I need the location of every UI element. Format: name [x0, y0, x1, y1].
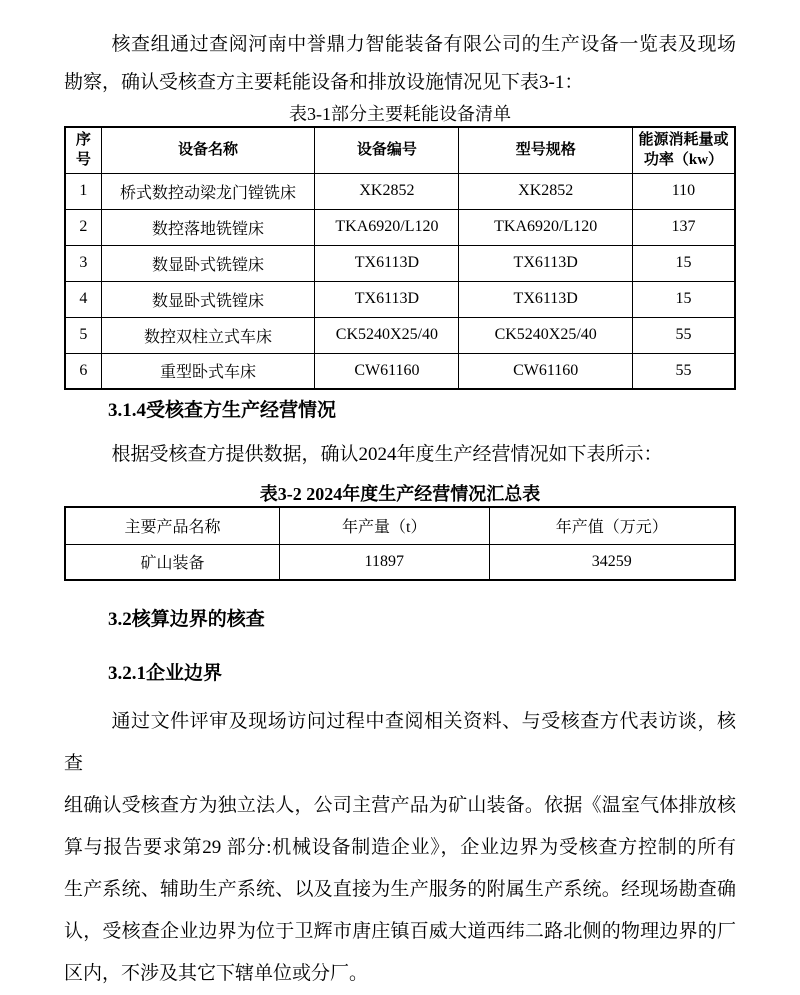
production-table — [64, 506, 736, 581]
table-row — [65, 173, 735, 209]
cell-power: 15 — [632, 281, 735, 317]
cell-name: 数显卧式铣镗床 — [101, 245, 315, 281]
col-header-product: 主要产品名称 — [65, 507, 279, 544]
table1-caption: 表3-1部分主要耗能设备清单 — [289, 104, 511, 124]
cell-model: CW61160 — [459, 353, 633, 389]
cell-index: 4 — [65, 281, 101, 317]
col-header-name: 设备名称 — [101, 127, 315, 173]
cell-power: 110 — [632, 173, 735, 209]
cell-index: 3 — [65, 245, 101, 281]
paragraph-3-2-1-line: 认，受核查企业边界为位于卫辉市唐庄镇百威大道西纬二路北侧的物理边界的厂 — [64, 921, 736, 942]
table-row — [65, 317, 735, 353]
cell-code: TX6113D — [315, 245, 459, 281]
cell-output: 11897 — [279, 544, 489, 580]
table-row — [65, 209, 735, 245]
paragraph-3-1-4 — [64, 436, 736, 474]
cell-name: 数控落地铣镗床 — [101, 209, 315, 245]
cell-name: 数控双柱立式车床 — [101, 317, 315, 353]
cell-model: TX6113D — [459, 281, 633, 317]
paragraph-3-2-1-line: 算与报告要求第29 部分:机械设备制造企业》，企业边界为受核查方控制的所有 — [64, 837, 736, 858]
cell-index: 1 — [65, 173, 101, 209]
table-row — [65, 281, 735, 317]
cell-code: XK2852 — [315, 173, 459, 209]
col-header-value: 年产值（万元） — [489, 507, 735, 544]
table-header-row — [65, 507, 735, 544]
col-header-model: 型号规格 — [459, 127, 633, 173]
cell-name: 重型卧式车床 — [101, 353, 315, 389]
cell-index: 6 — [65, 353, 101, 389]
paragraph-intro — [64, 26, 736, 102]
table-row — [65, 353, 735, 389]
table-row — [65, 544, 735, 580]
col-header-output: 年产量（t） — [279, 507, 489, 544]
cell-power: 55 — [632, 353, 735, 389]
col-header-power: 能源消耗量或功率（kw） — [632, 127, 735, 173]
cell-index: 2 — [65, 209, 101, 245]
cell-model: TKA6920/L120 — [459, 209, 633, 245]
paragraph-3-1-4-line: 根据受核查方提供数据，确认2024年度生产经营情况如下表所示： — [111, 444, 663, 465]
col-header-code: 设备编号 — [315, 127, 459, 173]
paragraph-3-2-1-line: 区内，不涉及其它下辖单位或分厂。 — [64, 963, 369, 984]
cell-code: CW61160 — [315, 353, 459, 389]
cell-code: CK5240X25/40 — [315, 317, 459, 353]
cell-power: 55 — [632, 317, 735, 353]
cell-power: 137 — [632, 209, 735, 245]
cell-product: 矿山装备 — [65, 544, 279, 580]
cell-name: 桥式数控动梁龙门镗铣床 — [101, 173, 315, 209]
paragraph-3-2-1 — [64, 701, 736, 995]
cell-model: CK5240X25/40 — [459, 317, 633, 353]
paragraph-intro-line: 勘察，确认受核查方主要耗能设备和排放设施情况见下表3-1： — [64, 72, 584, 93]
heading-3-2: 3.2核算边界的核查 — [108, 609, 265, 630]
heading-3-2-1: 3.2.1企业边界 — [108, 663, 223, 684]
cell-index: 5 — [65, 317, 101, 353]
paragraph-3-2-1-line: 生产系统、辅助生产系统、以及直接为生产服务的附属生产系统。经现场勘查确 — [64, 879, 736, 900]
table2-caption: 表3-2 2024年度生产经营情况汇总表 — [259, 484, 541, 504]
table-row — [65, 245, 735, 281]
cell-code: TKA6920/L120 — [315, 209, 459, 245]
cell-model: TX6113D — [459, 245, 633, 281]
paragraph-3-2-1-line: 组确认受核查方为独立法人，公司主营产品为矿山装备。依据《温室气体排放核 — [64, 795, 736, 816]
cell-power: 15 — [632, 245, 735, 281]
equipment-table — [64, 126, 736, 390]
heading-3-1-4: 3.1.4受核查方生产经营情况 — [108, 400, 337, 421]
cell-model: XK2852 — [459, 173, 633, 209]
col-header-index: 序号 — [65, 127, 101, 173]
cell-code: TX6113D — [315, 281, 459, 317]
table-header-row — [65, 127, 735, 173]
paragraph-intro-line: 核查组通过查阅河南中誉鼎力智能装备有限公司的生产设备一览表及现场 — [111, 34, 736, 55]
cell-name: 数显卧式铣镗床 — [101, 281, 315, 317]
cell-value: 34259 — [489, 544, 735, 580]
paragraph-3-2-1-line: 通过文件评审及现场访问过程中查阅相关资料、与受核查方代表访谈，核查 — [64, 711, 736, 774]
